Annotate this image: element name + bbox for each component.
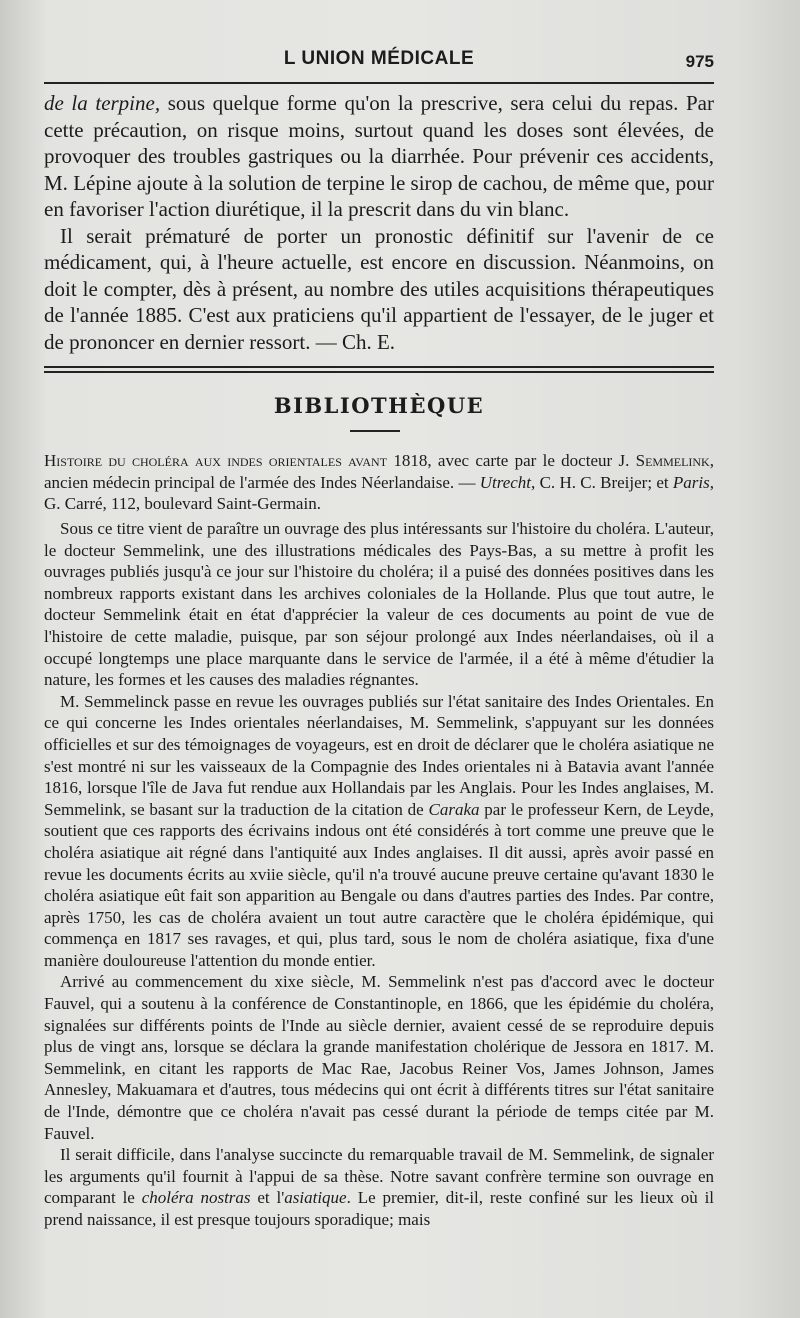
p4-text-c: . Le premier, dit-il, reste confiné sur les lieux où il prend naissance, il est presque toujours sporadique; mais — [44, 1188, 715, 1229]
place-paris: Paris — [672, 472, 710, 492]
intro-text — [44, 90, 714, 355]
review-paragraph-3: Arrivé au commencement du xixe siècle, M. Semmelink n'est pas d'accord avec le docteur Fauvel, qui a soutenu à la conférence de Constantinople, en 1866, que les épidémie du choléra, signalées sur différents points de l'Inde au siècle dernier, avaient cessé de se reproduire depuis plus de vingt ans, lorsque se déclara la grande manifestation cholérique de Jessora en 1817. M. Semmelink, en citant les rapports de Mac Rae, Jacobus Reiner Vos, James Johnson, James Annesley, Makuamara et d'autres, tous médecins qui ont écrit à différents titres sur l'état sanitaire de l'Inde, démontre que ce choléra n'avait pas cessé durant la période de temps citée par M. Fauvel. — [44, 972, 714, 1143]
intro-italic: de la terpine, — [44, 91, 161, 115]
author-name: Semmelink — [635, 451, 710, 470]
intro-paragraph-2: Il serait prématuré de porter un pronostic définitif sur l'avenir de ce médicament, qui, à l'heure actuelle, est encore en discussion. Néanmoins, on doit le compter, dès à présent, au nombre des utiles acquisitions thérapeutiques de l'année 1885. C'est aux praticiens qu'il appartient de l'essayer, de le juger et de prononcer en dernier ressort. — Ch. E. — [44, 223, 714, 354]
p4-text-b: et l' — [250, 1188, 285, 1208]
p2-italic: Caraka — [428, 799, 480, 819]
p4-text-a: Il serait difficile, dans l'analyse succincte du remarquable travail de M. Semmelink, de signaler les arguments qu'il fournit à l'appui de sa thèse. Notre savant confrère termine son ouvrage en comparant le — [44, 1145, 714, 1208]
section-title: BIBLIOTHÈQUE — [273, 393, 485, 418]
biblio-text-c: , C. H. C. Breijer; et — [531, 472, 673, 492]
place-utrecht: Utrecht — [479, 472, 532, 492]
review-paragraph-2 — [44, 691, 714, 972]
review-body — [44, 518, 714, 1231]
book-title: Histoire du choléra aux indes orientales avant — [44, 451, 388, 470]
journal-title: L UNION MÉDICALE — [283, 48, 475, 69]
intro-paragraph-1 — [44, 90, 714, 223]
header-rule — [44, 82, 714, 84]
p2-text-b: par le professeur Kern, de Leyde, soutient que ces rapports des écrivains indous ont été considérés à tort comme une preuve que le choléra asiatique ait régné dans l'antiquité aux Indes anglaises. Il dit aussi, après avoir passé en revue les documents écrits au xviie siècle, qu'il n'a trouvé aucune preuve certaine qu'avant 1830 le choléra asiatique eût fait son apparition au Bengale ou dans d'autres parties des Indes. Par contre, après 1750, les cas de choléra avaient un tout autre caractère que le choléra épidémique, qui commença en 1817 ses ravages, et qui, plus tard, sous le nom de choléra asiatique, fixa d'une manière douloureuse l'attention du monde entier. — [44, 799, 714, 970]
p4-italic-2: asiatique — [284, 1188, 347, 1208]
review-paragraph-4 — [44, 1144, 714, 1230]
biblio-text-d: , G. Carré, 112, boulevard Saint-Germain. — [44, 472, 714, 513]
p2-text-a: M. Semmelinck passe en revue les ouvrages publiés sur l'état sanitaire des Indes Orientales. En ce qui concerne les Indes orientales néerlandaises, M. Semmelink, s'appuyant sur les données officielles et sur des témoignages de voyageurs, est en droit de déclarer que le choléra asiatique ne s'est montré ni sur les vaisseaux de la Compagnie des Indes orientales ni à Batavia avant l'année 1816, lorsque l'île de Java fut rendue aux Hollandais par les Anglais. Pour les Indes anglaises, M. Semmelink, se basant sur la traduction de la citation de — [44, 691, 714, 819]
running-header — [44, 44, 714, 84]
intro-p1-text: sous quelque forme qu'on la prescrive, sera celui du repas. Par cette précaution, on risque moins, surtout quand les doses sont élevées, de provoquer des troubles gastriques ou la diarrhée. Pour prévenir ces accidents, M. Lépine ajoute à la solution de terpine le sirop de cachou, de même que, pour en favoriser l'action diurétique, il la prescrit dans du vin blanc. — [44, 91, 714, 221]
section-divider — [44, 366, 714, 373]
biblio-text-a: 1818, avec carte par le docteur J. — [387, 451, 636, 470]
title-underline — [350, 430, 400, 432]
biblio-text-b: , ancien médecin principal de l'armée des Indes Néerlandaise. — — [44, 451, 714, 492]
p4-italic-1: choléra nostras — [141, 1188, 251, 1208]
review-paragraph-1: Sous ce titre vient de paraître un ouvrage des plus intéressants sur l'histoire du choléra. L'auteur, le docteur Semmelink, une des illustrations médicales des Pays-Bas, a su mettre à profit les ouvrages publiés jusqu'à ce jour sur l'histoire du choléra; il a puisé des données positives dans les nombreux rapports existant dans les archives coloniales de la Hollande. Plus que tout autre, le docteur Semmelink était en état d'apprécier la valeur de ces documents au point de vue de l'histoire de cette maladie, puisque, par son séjour prolongé aux Indes néerlandaises, où il a occupé longtemps une place marquante dans le service de l'armée, il a été à même d'étudier la nature, les formes et les causes des maladies régnantes. — [44, 519, 714, 690]
page-number: 975 — [685, 52, 714, 71]
bibliographic-entry — [44, 450, 714, 515]
biblio-paragraph — [44, 450, 714, 515]
